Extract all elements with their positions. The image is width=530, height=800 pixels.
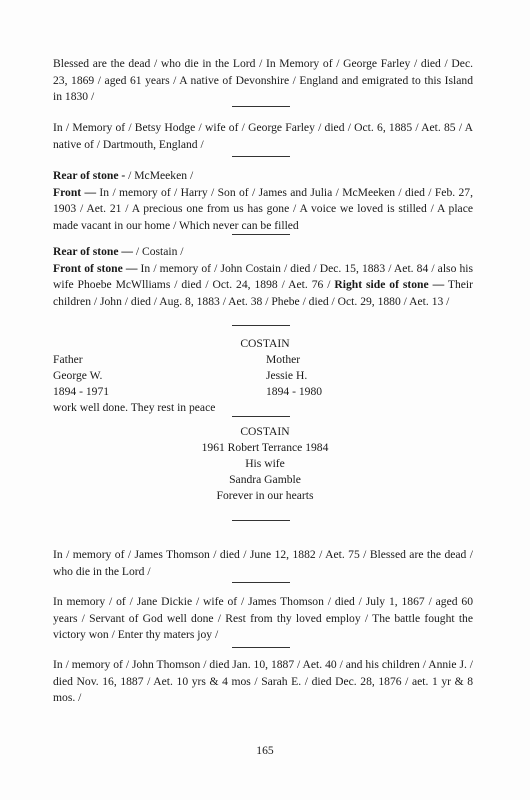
separator xyxy=(232,156,290,157)
separator xyxy=(232,106,290,107)
entry-thomson-jane: In memory / of / Jane Dickie / wife of / James Thomson / died / July 1, 1867 / aged 60 years / Servant of God well done / Rest from thy loved employ / The battle fought the victory won / Enter thy maters joy / xyxy=(53,595,473,642)
separator xyxy=(232,647,290,648)
father-column: Father George W. 1894 - 1971 work well done. They rest in peace xyxy=(53,353,216,414)
costain-robert-block: COSTAIN 1961 Robert Terrance 1984 His wife Sandra Gamble Forever in our hearts xyxy=(150,424,380,504)
entry-costain-john: Rear of stone — / Costain / Front of stone — In / memory of / John Costain / died / Dec. 15, 1883 / Aet. 84 / also his wife Phoebe McWlliams / died / Oct. 24, 1898 / Aet. 76 / Right side of stone — Their children / John / died / Aug. 8, 1883 / Aet. 38 / Phebe / died / Oct. 29, 1880 / Aet. 13 / xyxy=(53,245,474,308)
page-number: 165 xyxy=(256,744,274,757)
label-front: Front of stone — xyxy=(53,261,138,275)
entry-mcmeeken: Rear of stone - / McMeeken / Front — In / memory of / Harry / Son of / James and Julia / McMeeken / died / Feb. 27, 1903 / Aet. 21 / A precious one from us has gone / A voice we loved is stilled / A place made vacant in our home / Which never can be filled xyxy=(53,169,473,232)
separator xyxy=(232,416,290,417)
entry-thomson-john: In / memory of / John Thomson / died Jan. 10, 1887 / Aet. 40 / and his children / Annie J. / died Nov. 16, 1887 / Aet. 10 yrs & 4 mos / Sarah E. / died Dec. 28, 1876 / aet. 1 yr & 8 mos. / xyxy=(53,658,473,705)
entry-hodge-betsy: In / Memory of / Betsy Hodge / wife of / George Farley / died / Oct. 6, 1885 / Aet. 85 / A native of / Dartmouth, England / xyxy=(53,121,473,151)
costain-heading-2: COSTAIN xyxy=(240,425,290,438)
separator xyxy=(232,582,290,583)
separator xyxy=(232,234,290,235)
label-rear: Rear of stone - xyxy=(53,169,126,182)
separator xyxy=(232,325,290,326)
entry-farley-george: Blessed are the dead / who die in the Lord / In Memory of / George Farley / died / Dec. 23, 1869 / aged 61 years / A native of Devonshire / England and emigrated to this Island in 1830 / xyxy=(53,57,473,104)
costain-heading-1: COSTAIN xyxy=(240,337,290,350)
label-front: Front — xyxy=(53,185,97,199)
label-right-side: Right side of stone — xyxy=(334,278,445,292)
label-rear: Rear of stone — xyxy=(53,245,133,258)
mother-column: Mother Jessie H. 1894 - 1980 xyxy=(266,353,323,398)
separator xyxy=(232,520,290,521)
entry-thomson-james: In / memory of / James Thomson / died / June 12, 1882 / Aet. 75 / Blessed are the dead / who die in the Lord / xyxy=(53,548,473,578)
